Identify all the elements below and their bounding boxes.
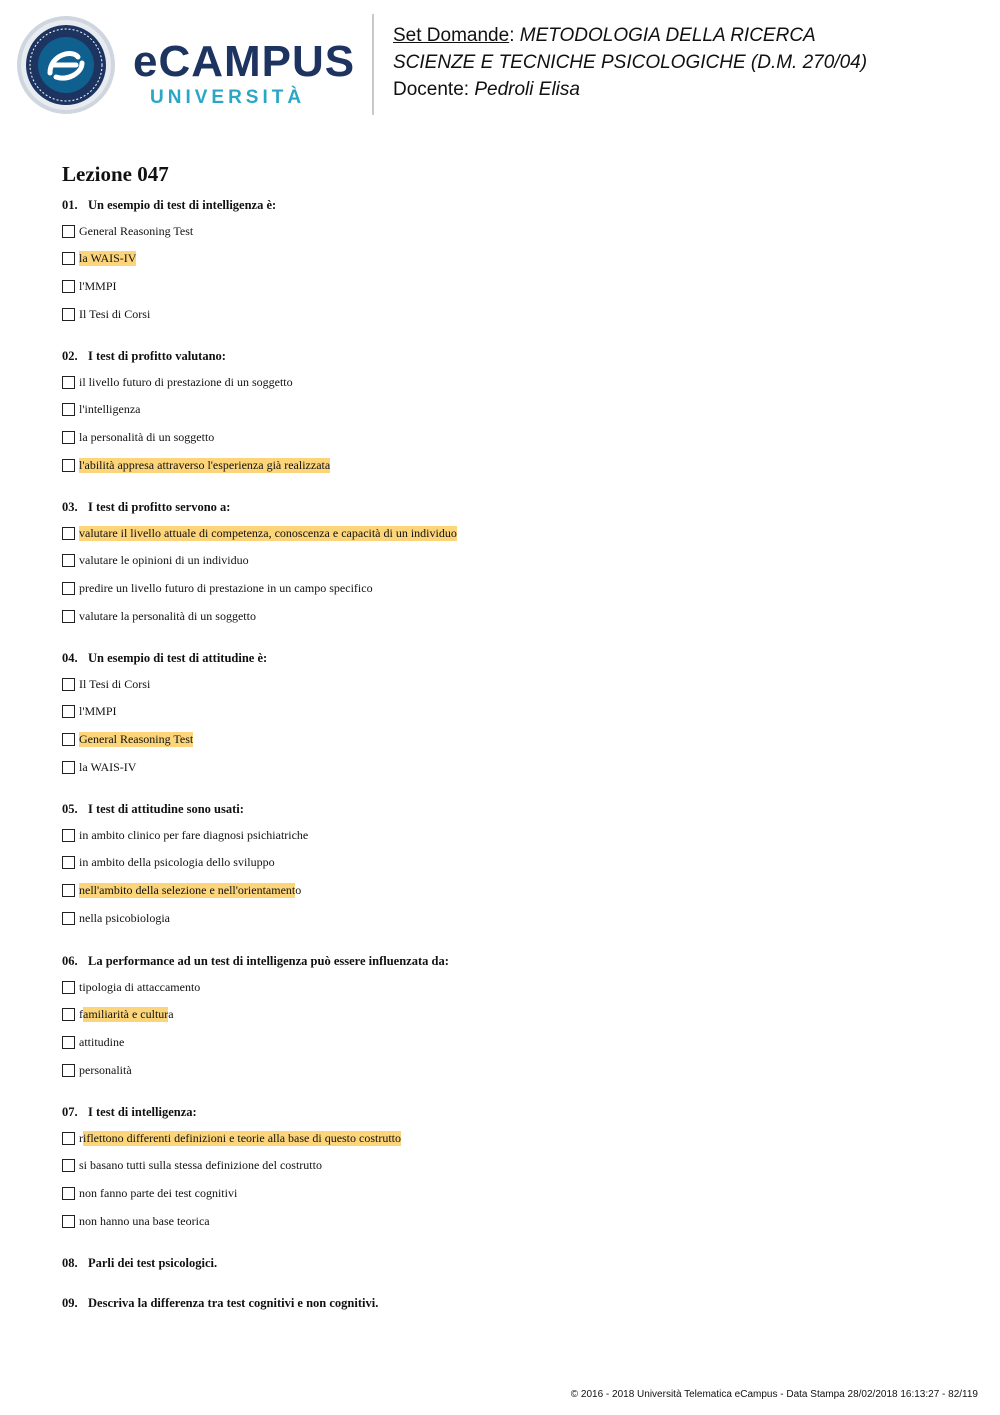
answer-text: o <box>295 883 302 898</box>
question-number: 01. <box>62 198 78 212</box>
answer-option[interactable] <box>62 1130 401 1146</box>
answer-checkbox[interactable] <box>62 1187 75 1200</box>
answer-option[interactable] <box>62 732 193 748</box>
question-label: Descriva la differenza tra test cognitivi e non cognitivi. <box>88 1296 379 1310</box>
answer-option[interactable] <box>62 1158 322 1174</box>
answer-text: Il Tesi di Corsi <box>79 306 151 321</box>
answer-option[interactable] <box>62 306 150 322</box>
answer-checkbox[interactable] <box>62 554 75 567</box>
header-divider <box>372 14 374 115</box>
answer-checkbox[interactable] <box>62 912 75 925</box>
answer-option[interactable] <box>62 279 117 295</box>
question-label: Un esempio di test di attitudine è: <box>88 651 268 665</box>
logo-subtitle: UNIVERSITÀ <box>150 87 306 108</box>
answer-option[interactable] <box>62 608 256 624</box>
answer-option[interactable] <box>62 759 136 775</box>
answer-option[interactable] <box>62 525 457 541</box>
question-text <box>62 500 230 515</box>
answer-checkbox[interactable] <box>62 610 75 623</box>
answer-checkbox[interactable] <box>62 527 75 540</box>
highlighted-answer-text: iflettono differenti definizioni e teorie alla base di questo costrutto <box>83 1130 402 1145</box>
question-number: 08. <box>62 1256 78 1270</box>
question-number: 06. <box>62 954 78 968</box>
answer-option[interactable] <box>62 402 140 418</box>
question-label: I test di attitudine sono usati: <box>88 802 244 816</box>
question-text <box>62 1105 197 1120</box>
answer-checkbox[interactable] <box>62 1215 75 1228</box>
answer-option[interactable] <box>62 883 301 899</box>
answer-checkbox[interactable] <box>62 884 75 897</box>
answer-checkbox[interactable] <box>62 308 75 321</box>
answer-checkbox[interactable] <box>62 733 75 746</box>
answer-checkbox[interactable] <box>62 376 75 389</box>
question-text <box>62 349 226 364</box>
answer-checkbox[interactable] <box>62 225 75 238</box>
answer-text: l'MMPI <box>79 704 117 719</box>
answer-checkbox[interactable] <box>62 431 75 444</box>
set-label: Set Domande <box>393 25 510 46</box>
answer-checkbox[interactable] <box>62 678 75 691</box>
answer-option[interactable] <box>62 553 249 569</box>
answer-checkbox[interactable] <box>62 1132 75 1145</box>
teacher-label: Docente <box>393 79 464 100</box>
answer-text: valutare le opinioni di un individuo <box>79 553 249 568</box>
answer-checkbox[interactable] <box>62 1008 75 1021</box>
answer-text: r <box>79 1130 83 1145</box>
highlighted-answer-text: la WAIS-IV <box>79 251 137 266</box>
question-label: Parli dei test psicologici. <box>88 1256 218 1270</box>
question-number: 09. <box>62 1296 78 1310</box>
course-name: SCIENZE E TECNICHE PSICOLOGICHE (D.M. 270/04) <box>393 52 868 73</box>
question-number: 02. <box>62 349 78 363</box>
logo-wordmark: eCAMPUS <box>133 37 356 86</box>
answer-option[interactable] <box>62 676 150 692</box>
question-label: I test di intelligenza: <box>88 1105 197 1119</box>
answer-option[interactable] <box>62 1035 124 1051</box>
question-number: 07. <box>62 1105 78 1119</box>
answer-text: in ambito della psicologia dello sviluppo <box>79 855 275 870</box>
answer-checkbox[interactable] <box>62 1159 75 1172</box>
highlighted-answer-text: l'abilità appresa attraverso l'esperienza già realizzata <box>79 457 331 472</box>
answer-text: predire un livello futuro di prestazione in un campo specifico <box>79 581 373 596</box>
answer-text: la personalità di un soggetto <box>79 430 215 445</box>
answer-checkbox[interactable] <box>62 829 75 842</box>
answer-option[interactable] <box>62 430 214 446</box>
answer-text: Il Tesi di Corsi <box>79 676 151 691</box>
answer-option[interactable] <box>62 827 308 843</box>
answer-checkbox[interactable] <box>62 1036 75 1049</box>
answer-text: attitudine <box>79 1035 125 1050</box>
answer-option[interactable] <box>62 704 117 720</box>
question-label: La performance ad un test di intelligenza può essere influenzata da: <box>88 954 449 968</box>
answer-checkbox[interactable] <box>62 582 75 595</box>
highlighted-answer-text: nell'ambito della selezione e nell'orientament <box>79 883 296 898</box>
question-number: 03. <box>62 500 78 514</box>
answer-option[interactable] <box>62 979 200 995</box>
question-text <box>62 802 244 817</box>
teacher-name: Pedroli Elisa <box>474 79 580 100</box>
answer-option[interactable] <box>62 1186 237 1202</box>
answer-text: si basano tutti sulla stessa definizione del costrutto <box>79 1158 322 1173</box>
answer-text: non hanno una base teorica <box>79 1213 210 1228</box>
answer-text: in ambito clinico per fare diagnosi psichiatriche <box>79 827 309 842</box>
highlighted-answer-text: valutare il livello attuale di competenza, conoscenza e capacità di un individuo <box>79 525 457 540</box>
question-text <box>62 198 276 213</box>
answer-checkbox[interactable] <box>62 981 75 994</box>
question-number: 05. <box>62 802 78 816</box>
question-label: I test di profitto servono a: <box>88 500 231 514</box>
answer-text: General Reasoning Test <box>79 223 194 238</box>
answer-option[interactable] <box>62 223 193 239</box>
answer-option[interactable] <box>62 251 136 267</box>
answer-text: personalità <box>79 1062 132 1077</box>
page-footer: © 2016 - 2018 Università Telematica eCampus - Data Stampa 28/02/2018 16:13:27 - 82/119 <box>570 1389 978 1400</box>
answer-checkbox[interactable] <box>62 761 75 774</box>
answer-checkbox[interactable] <box>62 856 75 869</box>
answer-option[interactable] <box>62 457 330 473</box>
answer-checkbox[interactable] <box>62 252 75 265</box>
header-info: Set Domande: METODOLOGIA DELLA RICERCA SCIENZE E TECNICHE PSICOLOGICHE (D.M. 270/04) Docente: Pedroli Elisa <box>393 25 868 100</box>
answer-option[interactable] <box>62 855 275 871</box>
question-text <box>62 651 267 666</box>
answer-checkbox[interactable] <box>62 403 75 416</box>
question-text <box>62 1256 217 1271</box>
answer-text: valutare la personalità di un soggetto <box>79 608 256 623</box>
answer-checkbox[interactable] <box>62 1064 75 1077</box>
set-value: METODOLOGIA DELLA RICERCA <box>519 25 816 46</box>
answer-option[interactable] <box>62 1213 210 1229</box>
answer-text: la WAIS-IV <box>79 759 137 774</box>
answer-checkbox[interactable] <box>62 280 75 293</box>
question-label: Un esempio di test di intelligenza è: <box>88 198 277 212</box>
answer-checkbox[interactable] <box>62 705 75 718</box>
answer-option[interactable] <box>62 1007 174 1023</box>
university-seal-logo <box>16 15 116 115</box>
answer-text: l'MMPI <box>79 279 117 294</box>
answer-text: non fanno parte dei test cognitivi <box>79 1186 238 1201</box>
question-text <box>62 954 449 969</box>
answer-option[interactable] <box>62 1062 132 1078</box>
answer-text: f <box>79 1007 83 1022</box>
question-label: I test di profitto valutano: <box>88 349 226 363</box>
question-number: 04. <box>62 651 78 665</box>
answer-text: tipologia di attaccamento <box>79 979 201 994</box>
answer-option[interactable] <box>62 910 170 926</box>
page-header <box>0 0 1000 130</box>
answer-text: l'intelligenza <box>79 402 141 417</box>
lesson-title: Lezione 047 <box>62 162 169 186</box>
highlighted-answer-text: amiliarità e cultur <box>83 1007 169 1022</box>
answer-text: il livello futuro di prestazione di un soggetto <box>79 374 293 389</box>
highlighted-answer-text: General Reasoning Test <box>79 732 194 747</box>
answer-option[interactable] <box>62 374 293 390</box>
answer-text: a <box>168 1007 174 1022</box>
question-text <box>62 1296 378 1311</box>
answer-option[interactable] <box>62 581 373 597</box>
answer-checkbox[interactable] <box>62 459 75 472</box>
answer-text: nella psicobiologia <box>79 910 170 925</box>
